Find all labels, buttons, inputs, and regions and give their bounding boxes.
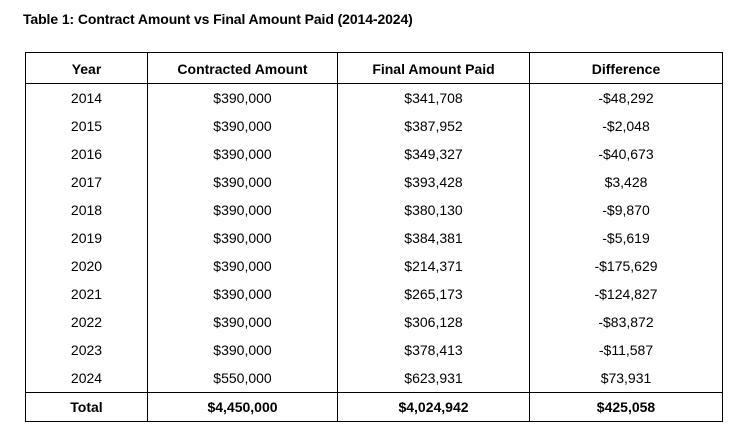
table-header-row: [26, 53, 723, 84]
cell-contracted-amount: $390,000: [148, 336, 338, 364]
header-difference: Difference: [530, 53, 723, 84]
cell-difference: $3,428: [530, 168, 723, 196]
cell-final-amount-paid: $378,413: [338, 336, 530, 364]
cell-year: 2016: [70, 146, 103, 162]
table-title: Table 1: Contract Amount vs Final Amount Paid (2014-2024): [23, 11, 413, 27]
total-contracted-amount: $4,450,000: [148, 393, 338, 422]
table-row: [26, 308, 723, 336]
total-row: [26, 393, 723, 422]
contract-table: [25, 52, 723, 422]
cell-contracted-amount: $390,000: [148, 140, 338, 168]
cell-difference: -$175,629: [530, 252, 723, 280]
cell-year: 2017: [70, 174, 103, 190]
cell-final-amount-paid: $341,708: [338, 84, 530, 113]
cell-final-amount-paid: $387,952: [338, 112, 530, 140]
total-label: Total: [26, 393, 148, 422]
cell-final-amount-paid: $265,173: [338, 280, 530, 308]
cell-final-amount-paid: $623,931: [338, 364, 530, 393]
cell-year: 2014: [70, 90, 103, 106]
cell-final-amount-paid: $380,130: [338, 196, 530, 224]
table-row: [26, 364, 723, 393]
cell-year: 2023: [70, 342, 103, 358]
cell-difference: -$2,048: [530, 112, 723, 140]
cell-year: 2024: [70, 370, 103, 386]
cell-year: 2021: [70, 286, 103, 302]
cell-difference: -$83,872: [530, 308, 723, 336]
cell-difference: -$9,870: [530, 196, 723, 224]
cell-contracted-amount: $390,000: [148, 168, 338, 196]
cell-contracted-amount: $390,000: [148, 84, 338, 113]
table-row: [26, 196, 723, 224]
cell-difference: -$40,673: [530, 140, 723, 168]
header-year: Year: [26, 53, 148, 84]
header-final-amount-paid: Final Amount Paid: [338, 53, 530, 84]
table-row: [26, 336, 723, 364]
cell-year: 2022: [70, 314, 103, 330]
cell-contracted-amount: $390,000: [148, 280, 338, 308]
cell-year: 2018: [70, 202, 103, 218]
cell-contracted-amount: $390,000: [148, 196, 338, 224]
cell-contracted-amount: $550,000: [148, 364, 338, 393]
table-row: [26, 280, 723, 308]
table-row: [26, 168, 723, 196]
cell-contracted-amount: $390,000: [148, 252, 338, 280]
table-row: [26, 140, 723, 168]
header-contracted-amount: Contracted Amount: [148, 53, 338, 84]
cell-contracted-amount: $390,000: [148, 308, 338, 336]
total-difference: $425,058: [530, 393, 723, 422]
table-row: [26, 224, 723, 252]
cell-difference: -$48,292: [530, 84, 723, 113]
table-row: [26, 84, 723, 113]
cell-difference: -$124,827: [530, 280, 723, 308]
cell-difference: -$5,619: [530, 224, 723, 252]
cell-year: 2019: [70, 230, 103, 246]
cell-year: 2020: [70, 258, 103, 274]
table-row: [26, 112, 723, 140]
cell-final-amount-paid: $384,381: [338, 224, 530, 252]
cell-difference: $73,931: [530, 364, 723, 393]
cell-contracted-amount: $390,000: [148, 112, 338, 140]
cell-final-amount-paid: $393,428: [338, 168, 530, 196]
cell-final-amount-paid: $306,128: [338, 308, 530, 336]
cell-final-amount-paid: $349,327: [338, 140, 530, 168]
table-row: [26, 252, 723, 280]
cell-contracted-amount: $390,000: [148, 224, 338, 252]
cell-final-amount-paid: $214,371: [338, 252, 530, 280]
cell-difference: -$11,587: [530, 336, 723, 364]
total-final-amount-paid: $4,024,942: [338, 393, 530, 422]
cell-year: 2015: [70, 118, 103, 134]
